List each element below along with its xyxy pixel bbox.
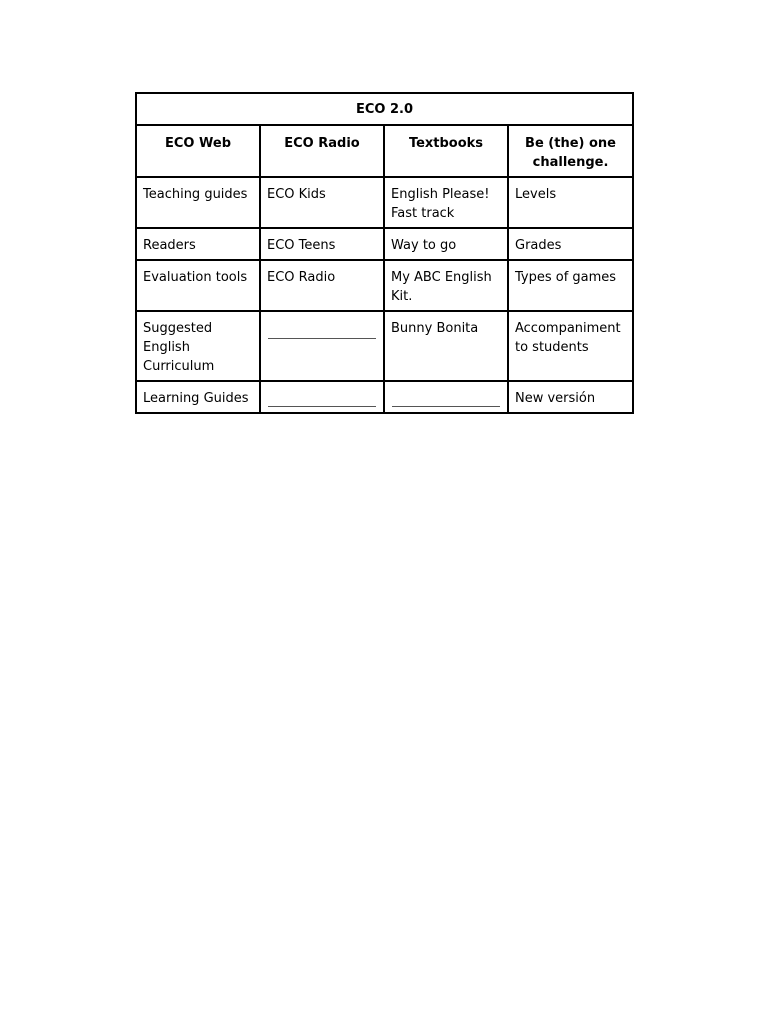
table-cell: New versión [508, 381, 633, 413]
table-row [136, 311, 633, 381]
table-cell: Levels [508, 177, 633, 228]
title-row [136, 93, 633, 125]
table-cell: ECO Teens [260, 228, 384, 260]
eco-table [135, 92, 634, 414]
table-row [136, 381, 633, 413]
blank-line [392, 406, 500, 407]
table-cell: Suggested English Curriculum [136, 311, 260, 381]
table-cell: Learning Guides [136, 381, 260, 413]
table-cell: Evaluation tools [136, 260, 260, 311]
table-cell: ECO Radio [260, 260, 384, 311]
table-row [136, 228, 633, 260]
blank-cell [384, 381, 508, 413]
table-title: ECO 2.0 [136, 93, 633, 125]
header-row [136, 125, 633, 177]
table-cell: Readers [136, 228, 260, 260]
column-header-be-the-one-challenge: Be (the) one challenge. [508, 125, 633, 177]
table-row [136, 177, 633, 228]
blank-cell [260, 381, 384, 413]
table-cell: ECO Kids [260, 177, 384, 228]
table-cell: English Please! Fast track [384, 177, 508, 228]
blank-line [268, 338, 376, 339]
blank-line [268, 406, 376, 407]
table-cell: My ABC English Kit. [384, 260, 508, 311]
blank-cell [260, 311, 384, 381]
column-header-eco-web: ECO Web [136, 125, 260, 177]
table-cell: Bunny Bonita [384, 311, 508, 381]
table-cell: Accompaniment to students [508, 311, 633, 381]
table-cell: Teaching guides [136, 177, 260, 228]
table-cell: Types of games [508, 260, 633, 311]
column-header-eco-radio: ECO Radio [260, 125, 384, 177]
table-cell: Grades [508, 228, 633, 260]
column-header-textbooks: Textbooks [384, 125, 508, 177]
table-cell: Way to go [384, 228, 508, 260]
table-row [136, 260, 633, 311]
